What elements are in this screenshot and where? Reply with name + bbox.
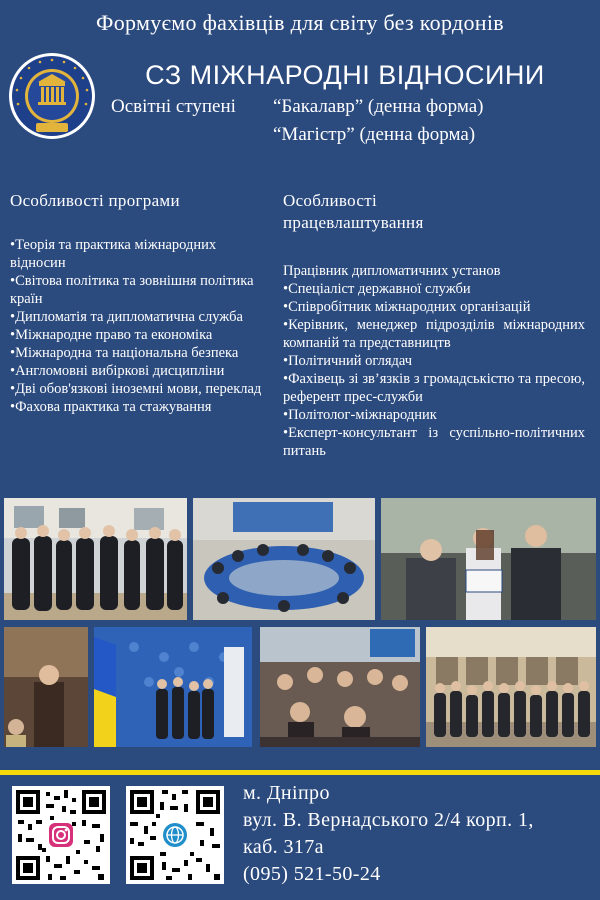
list-item: •Експерт-консультант із суспільно-політичних питань <box>283 425 585 459</box>
certificate-award <box>381 498 596 620</box>
globe-icon <box>163 823 187 847</box>
list-item: •Світова політика та зовнішня політика країн <box>10 273 254 307</box>
program-features-list <box>10 236 268 416</box>
employment-heading: Особливості працевлаштування <box>283 191 424 232</box>
students-classroom-selfie <box>260 627 420 747</box>
program-title: СЗ МІЖНАРОДНІ ВІДНОСИНИ <box>145 60 545 90</box>
list-item: •Дипломатія та дипломатична служба <box>10 309 243 325</box>
list-item: •Міжнародне право та економіка <box>10 327 213 343</box>
list-item: •Співробітник міжнародних організацій <box>283 299 531 315</box>
student-speaking <box>4 627 88 747</box>
list-item: •Керівник, менеджер підрозділів міжнародних компаній та представництв <box>283 317 585 351</box>
website-qr[interactable] <box>126 786 224 884</box>
contact-room: каб. 317а <box>243 836 324 858</box>
list-item: •Фахівець зі зв’язків з громадськістю та пресою, референт прес-служби <box>283 371 585 405</box>
group-exhibition-hall <box>426 627 596 747</box>
degree-label: Освітні ступені <box>111 96 236 117</box>
contact-phone[interactable]: (095) 521-50-24 <box>243 863 381 885</box>
list-item: •Політичний оглядач <box>283 353 413 369</box>
list-item: •Спеціаліст державної служби <box>283 281 471 297</box>
degree-bachelor: “Бакалавр” (денна форма) <box>273 96 484 117</box>
instagram-qr[interactable] <box>12 786 110 884</box>
degree-master: “Магістр” (денна форма) <box>273 124 476 145</box>
list-item: •Дві обов'язкові іноземні мови, переклад <box>10 381 262 397</box>
employment-list <box>283 262 585 460</box>
accent-stripe <box>0 770 600 775</box>
group-ukrainian-flag <box>94 627 252 747</box>
program-features-heading: Особливості програми <box>10 191 180 210</box>
conference-round-table <box>193 498 375 620</box>
list-item: •Фахова практика та стажування <box>10 399 212 415</box>
poster-tagline: Формуємо фахівців для світу без кордонів <box>96 10 504 35</box>
university-logo <box>8 52 96 140</box>
list-item: •Англомовні вибіркові дисципліни <box>10 363 225 379</box>
instagram-icon <box>49 823 73 847</box>
contact-street: вул. В. Вернадського 2/4 корп. 1, <box>243 809 534 831</box>
list-item: Працівник дипломатичних установ <box>283 263 501 279</box>
list-item: •Теорія та практика міжнародних відносин <box>10 237 217 271</box>
list-item: •Політолог-міжнародник <box>283 407 437 423</box>
group-photo-gallery <box>4 498 187 620</box>
contact-city: м. Дніпро <box>243 782 330 804</box>
list-item: •Міжнародна та національна безпека <box>10 345 239 361</box>
